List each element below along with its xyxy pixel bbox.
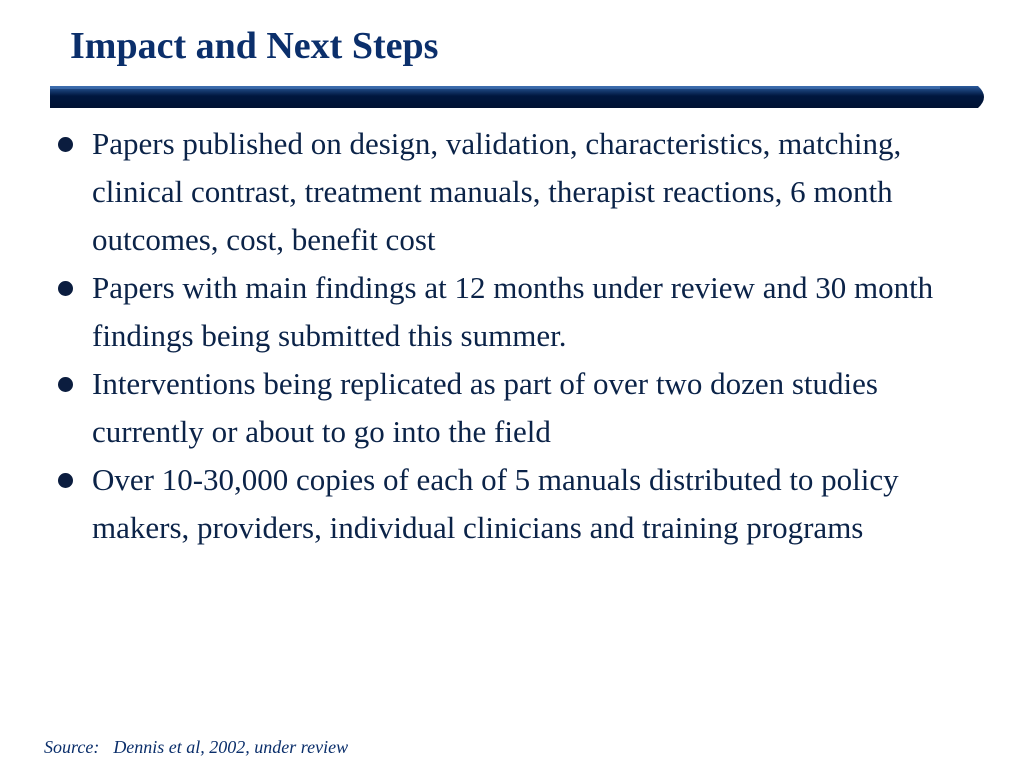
bullet-list: [52, 120, 982, 552]
source-text: Dennis et al, 2002, under review: [113, 737, 349, 757]
bullet-text: Interventions being replicated as part of over two dozen studies currently or about to go into the field: [92, 366, 878, 449]
bullet-text: Papers published on design, validation, characteristics, matching, clinical contrast, treatment manuals, therapist reactions, 6 month outcomes, cost, benefit cost: [92, 126, 902, 257]
bullet-dot-icon: [58, 137, 73, 152]
bullet-item: [52, 120, 982, 264]
source-citation: [44, 737, 348, 758]
bullet-dot-icon: [58, 473, 73, 488]
title-underline-bar: [50, 84, 990, 110]
bullet-text: Papers with main findings at 12 months under review and 30 month findings being submitted this summer.: [92, 270, 934, 353]
slide-title: Impact and Next Steps: [70, 25, 439, 67]
bullet-text: Over 10-30,000 copies of each of 5 manuals distributed to policy makers, providers, individual clinicians and training programs: [92, 462, 899, 545]
bullet-dot-icon: [58, 377, 73, 392]
bullet-item: [52, 456, 982, 552]
bullet-dot-icon: [58, 281, 73, 296]
source-label: Source:: [44, 737, 100, 757]
bullet-item: [52, 360, 982, 456]
bullet-item: [52, 264, 982, 360]
